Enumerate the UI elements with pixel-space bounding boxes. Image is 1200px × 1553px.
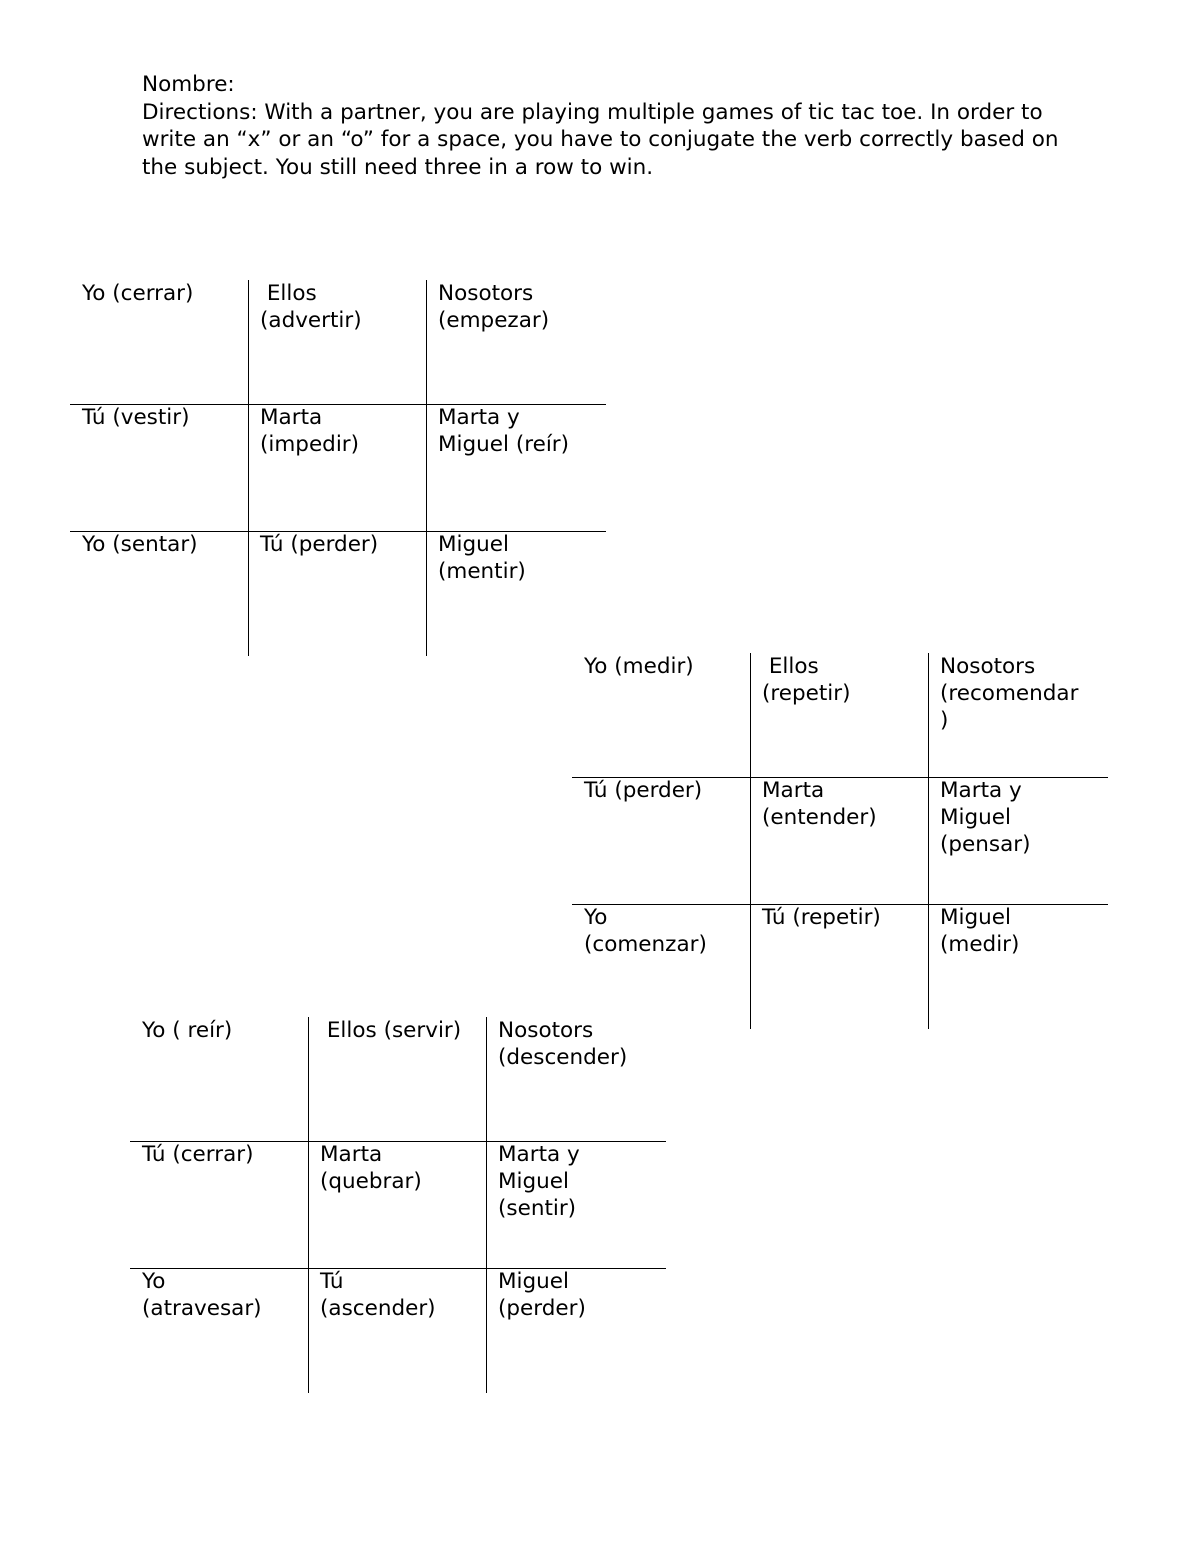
- board-cell[interactable]: Yo (cerrar): [82, 281, 194, 306]
- board-cell[interactable]: Marta (impedir): [260, 405, 360, 457]
- directions-text: Directions: With a partner, you are playing multiple games of tic tac toe. In order to write an “x” or an “o” for a space, you have to conjugate the verb correctly based on the subject. You still need three in a row to win.: [142, 99, 1066, 180]
- board-cell[interactable]: Marta y Miguel (sentir): [498, 1142, 580, 1221]
- board-cell[interactable]: Marta (entender): [762, 778, 877, 830]
- board-cell[interactable]: Yo (sentar): [82, 532, 198, 557]
- tic-tac-toe-board-3: [130, 1017, 666, 1393]
- board-cell[interactable]: Yo (comenzar): [584, 905, 707, 957]
- board-cell[interactable]: Yo (atravesar): [142, 1269, 262, 1321]
- name-label: Nombre:: [142, 72, 235, 97]
- board-cell[interactable]: Ellos (servir): [320, 1018, 462, 1043]
- board-cell[interactable]: Miguel (mentir): [438, 532, 526, 584]
- tic-tac-toe-board-2: [572, 653, 1108, 1029]
- board-cell[interactable]: Marta (quebrar): [320, 1142, 422, 1194]
- board-cell[interactable]: Tú (repetir): [762, 905, 881, 930]
- board-cell[interactable]: Tú (cerrar): [142, 1142, 254, 1167]
- board-cell[interactable]: Nosotors (recomendar ): [940, 654, 1079, 733]
- board-cell[interactable]: Yo ( reír): [142, 1018, 233, 1043]
- board-cell[interactable]: Tú (vestir): [82, 405, 190, 430]
- board-cell[interactable]: Ellos (repetir): [762, 654, 851, 706]
- worksheet-header: [142, 71, 1066, 181]
- board-cell[interactable]: Ellos (advertir): [260, 281, 362, 333]
- board-cell[interactable]: Tú (perder): [260, 532, 379, 557]
- board-cell[interactable]: Tú (perder): [584, 778, 703, 803]
- board-cell[interactable]: Nosotors (descender): [498, 1018, 628, 1070]
- board-cell[interactable]: Marta y Miguel (pensar): [940, 778, 1031, 857]
- board-cell[interactable]: Miguel (perder): [498, 1269, 586, 1321]
- tic-tac-toe-board-1: [70, 280, 606, 656]
- board-cell[interactable]: Tú (ascender): [320, 1269, 436, 1321]
- board-cell[interactable]: Yo (medir): [584, 654, 694, 679]
- board-cell[interactable]: Miguel (medir): [940, 905, 1020, 957]
- board-cell[interactable]: Marta y Miguel (reír): [438, 405, 570, 457]
- board-cell[interactable]: Nosotors (empezar): [438, 281, 550, 333]
